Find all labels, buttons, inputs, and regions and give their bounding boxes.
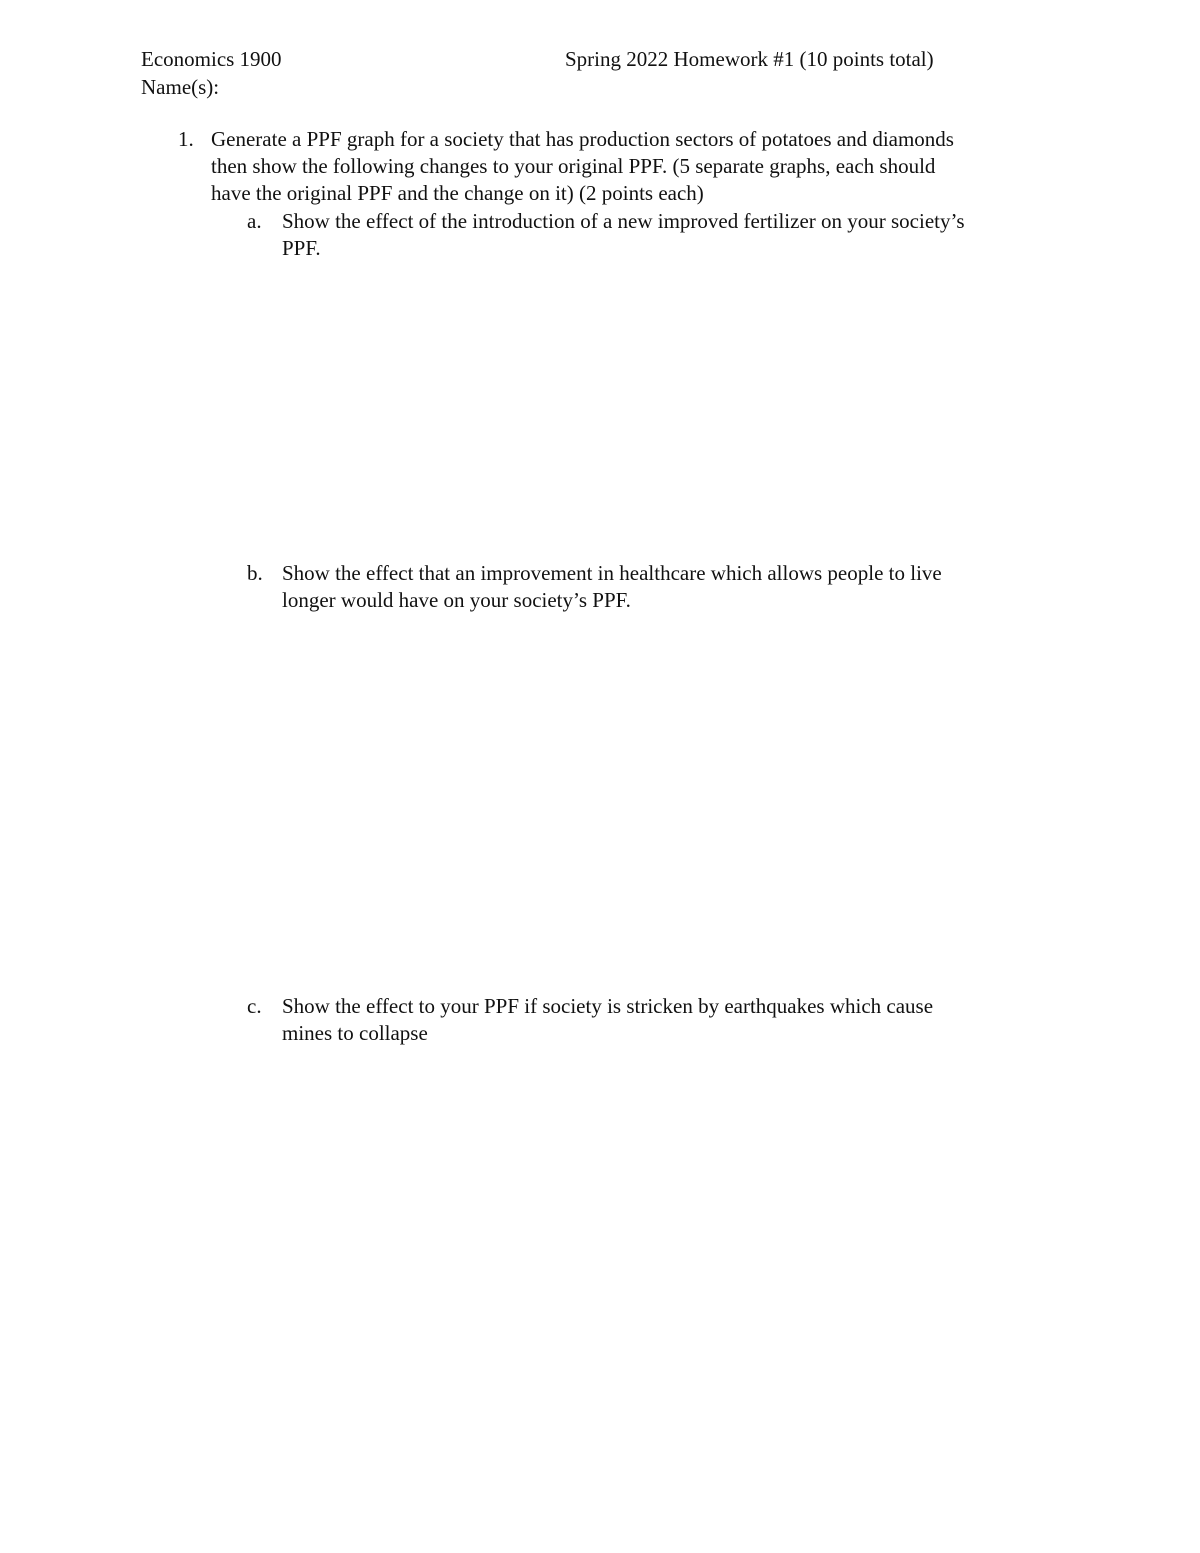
course-name: Economics 1900 <box>141 47 282 71</box>
subpart-a-letter: a. <box>247 209 262 233</box>
question-line: then show the following changes to your original PPF. (5 separate graphs, each should <box>211 154 936 178</box>
subpart-b-letter: b. <box>247 561 263 585</box>
question-line: Generate a PPF graph for a society that has production sectors of potatoes and diamonds <box>211 127 954 151</box>
subpart-b-text <box>282 560 1072 614</box>
subpart-line: PPF. <box>282 236 321 260</box>
subpart-line: Show the effect of the introduction of a new improved fertilizer on your society’s <box>282 209 965 233</box>
names-label: Name(s): <box>141 75 220 99</box>
subpart-c-letter: c. <box>247 994 262 1018</box>
subpart-line: mines to collapse <box>282 1021 428 1045</box>
subpart-line: longer would have on your society’s PPF. <box>282 588 631 612</box>
question-number: 1. <box>178 127 194 151</box>
question-line: have the original PPF and the change on it) (2 points each) <box>211 181 704 205</box>
homework-title: Spring 2022 Homework #1 (10 points total) <box>565 47 934 71</box>
subpart-line: Show the effect that an improvement in healthcare which allows people to live <box>282 561 942 585</box>
subpart-c-text <box>282 993 1072 1047</box>
subpart-line: Show the effect to your PPF if society is stricken by earthquakes which cause <box>282 994 934 1018</box>
question-text <box>211 126 1071 207</box>
subpart-a-text <box>282 208 1072 262</box>
